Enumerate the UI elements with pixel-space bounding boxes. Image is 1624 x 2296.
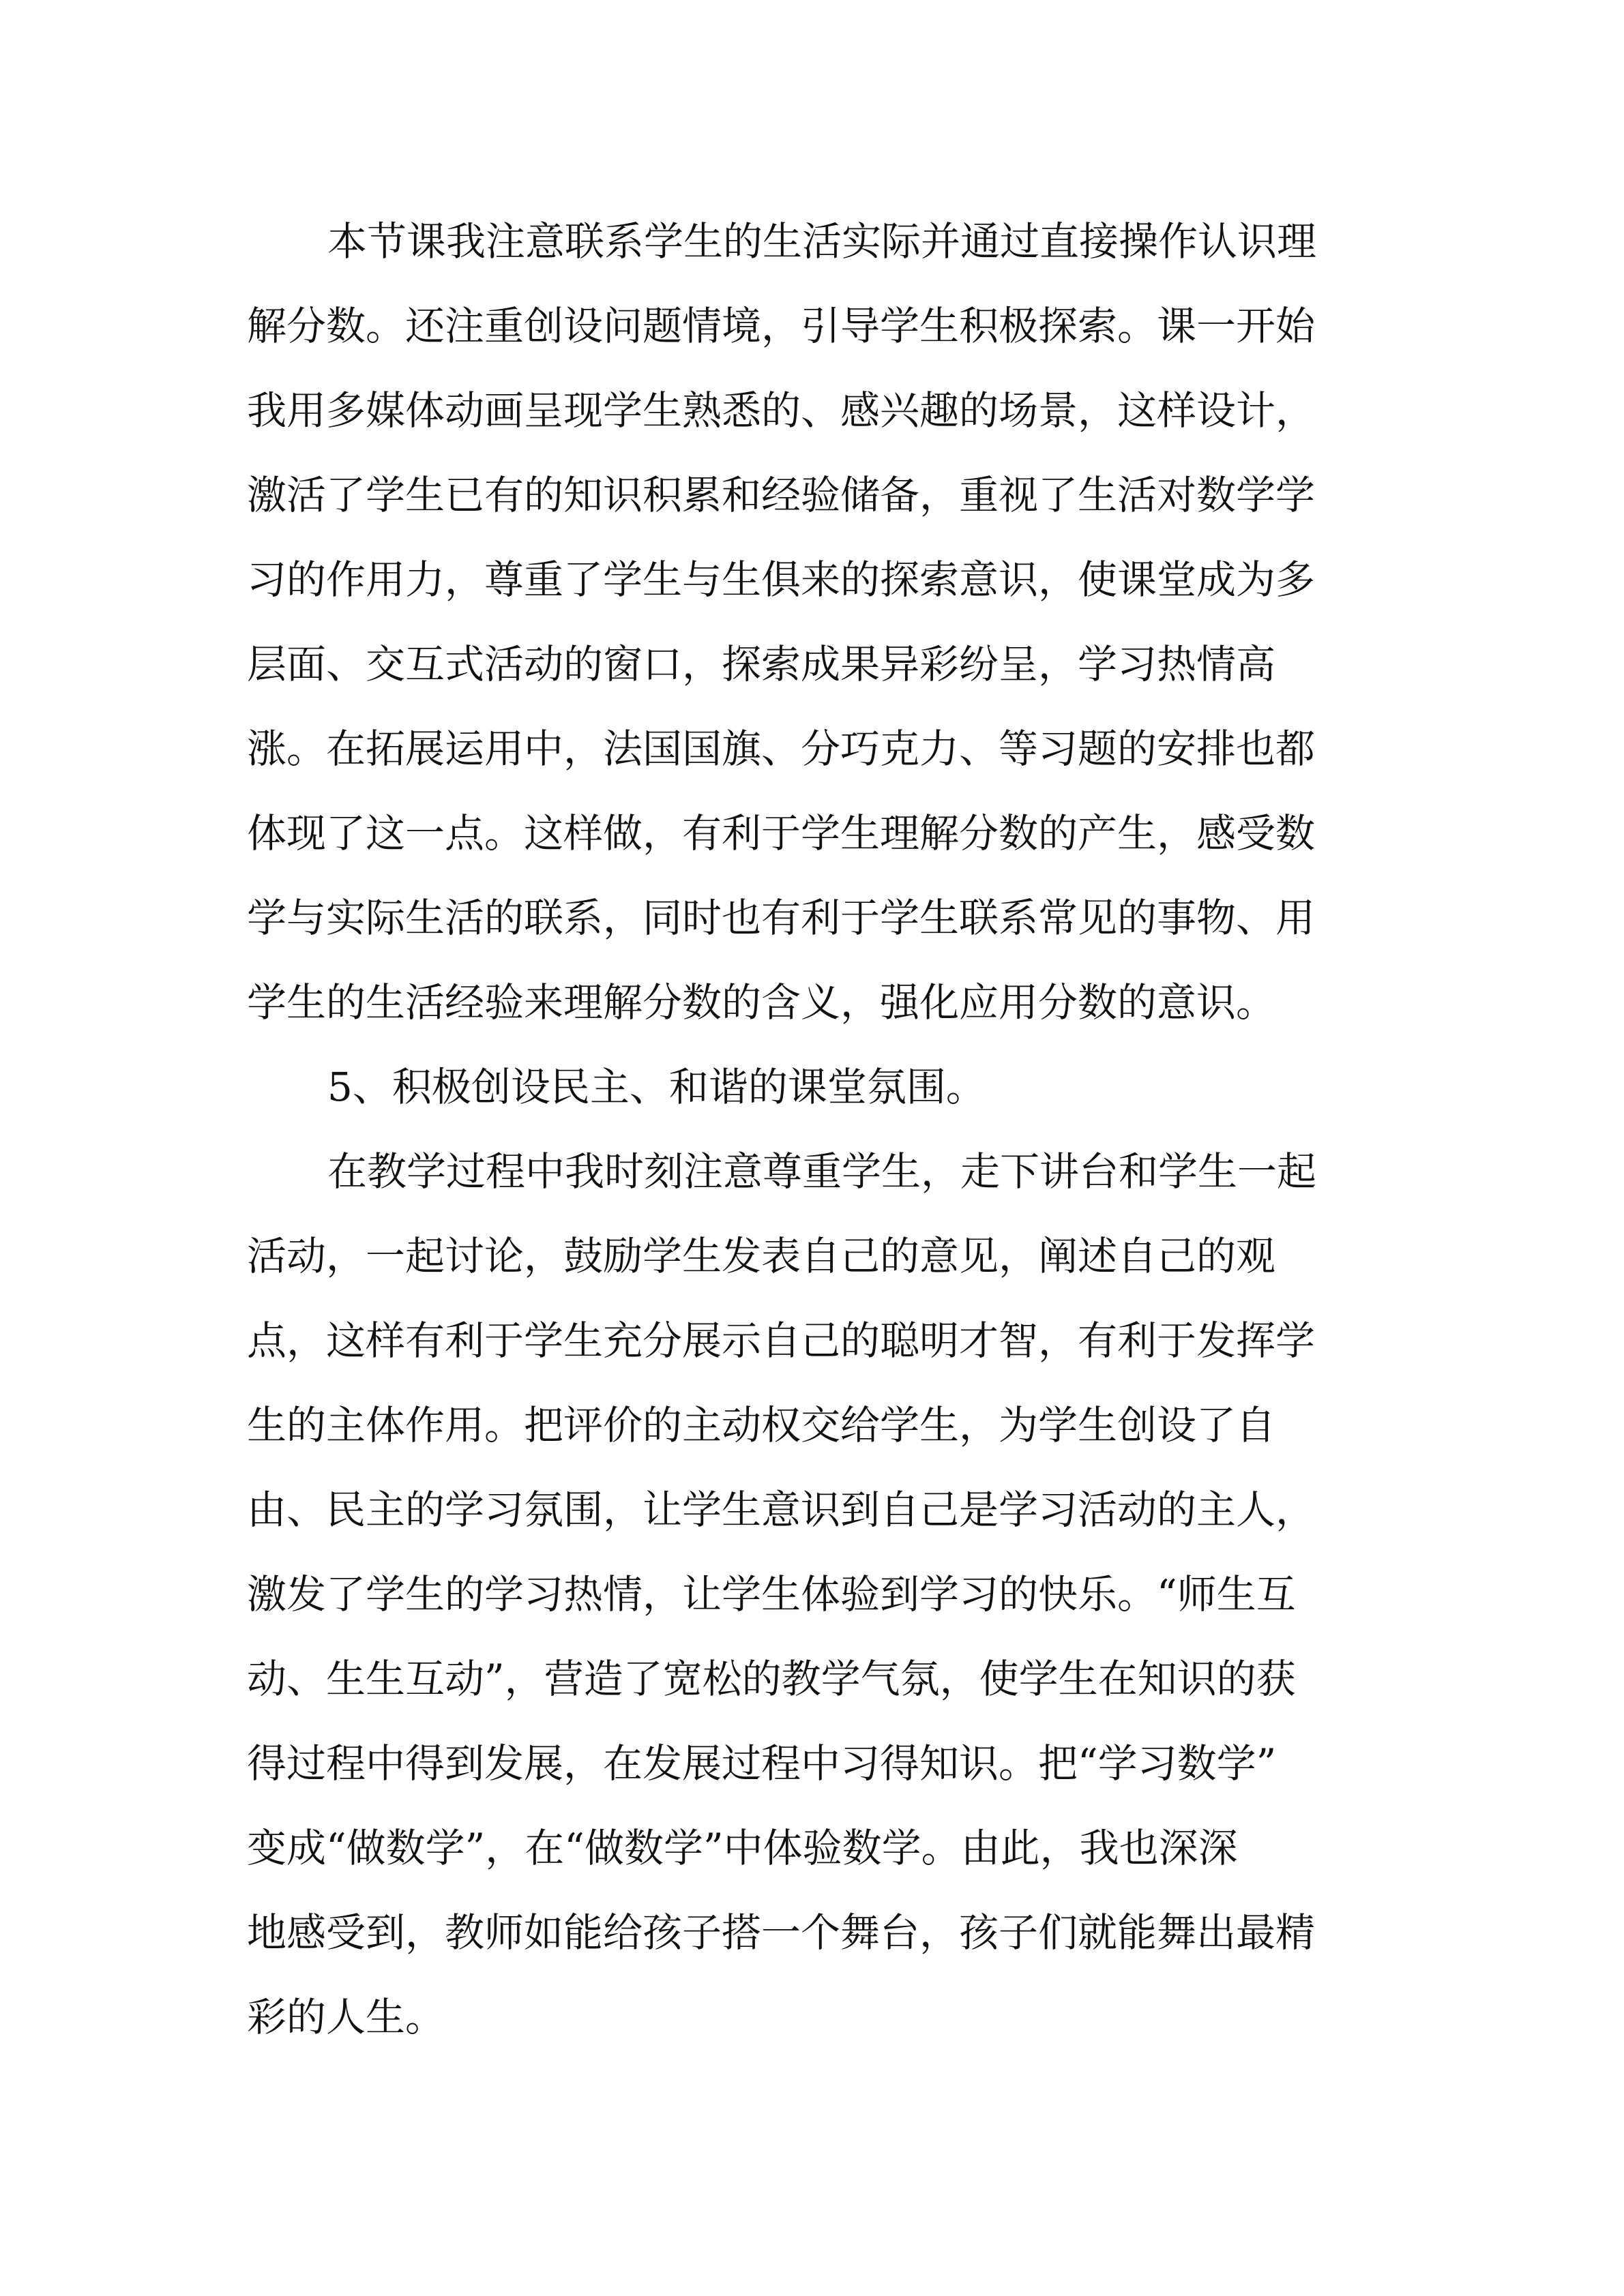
text-line: 激发了学生的学习热情，让学生体验到学习的快乐。“师生互 — [247, 1571, 1296, 1617]
text-line: 得过程中得到发展，在发展过程中习得知识。把“学习数学” — [247, 1740, 1277, 1787]
text-line: 体现了这一点。这样做，有利于学生理解分数的产生，感受数 — [247, 810, 1316, 856]
section-heading: 5、积极创设民主、和谐的课堂氛围。 — [327, 1064, 986, 1110]
text-line: 激活了学生已有的知识积累和经验储备，重视了生活对数学学 — [247, 472, 1316, 518]
text-line: 地感受到，教师如能给孩子搭一个舞台，孩子们就能舞出最精 — [247, 1909, 1316, 1956]
text-line: 动、生生互动”，营造了宽松的教学气氛，使学生在知识的获 — [247, 1656, 1296, 1702]
text-line: 本节课我注意联系学生的生活实际并通过直接操作认识理 — [327, 218, 1317, 265]
text-line: 层面、交互式活动的窗口，探索成果异彩纷呈，学习热情高 — [247, 641, 1276, 687]
text-line: 由、民主的学习氛围，让学生意识到自己是学习活动的主人， — [247, 1487, 1316, 1533]
text-line: 生的主体作用。把评价的主动权交给学生，为学生创设了自 — [247, 1402, 1276, 1448]
text-line: 学与实际生活的联系，同时也有利于学生联系常见的事物、用 — [247, 895, 1316, 941]
text-line: 涨。在拓展运用中，法国国旗、分巧克力、等习题的安排也都 — [247, 726, 1316, 772]
text-line: 解分数。还注重创设问题情境，引导学生积极探索。课一开始 — [247, 303, 1316, 349]
document-body — [247, 199, 1379, 2059]
text-line: 彩的人生。 — [247, 1994, 445, 2040]
text-line: 变成“做数学”，在“做数学”中体验数学。由此，我也深深 — [247, 1825, 1238, 1871]
text-line: 点，这样有利于学生充分展示自己的聪明才智，有利于发挥学 — [247, 1317, 1316, 1364]
text-line: 习的作用力，尊重了学生与生俱来的探索意识，使课堂成为多 — [247, 556, 1316, 603]
text-line: 学生的生活经验来理解分数的含义，强化应用分数的意识。 — [247, 979, 1276, 1026]
text-line: 活动，一起讨论，鼓励学生发表自己的意见，阐述自己的观 — [247, 1233, 1276, 1279]
text-line: 我用多媒体动画呈现学生熟悉的、感兴趣的场景，这样设计， — [247, 387, 1316, 434]
text-line: 在教学过程中我时刻注意尊重学生，走下讲台和学生一起 — [327, 1148, 1317, 1195]
